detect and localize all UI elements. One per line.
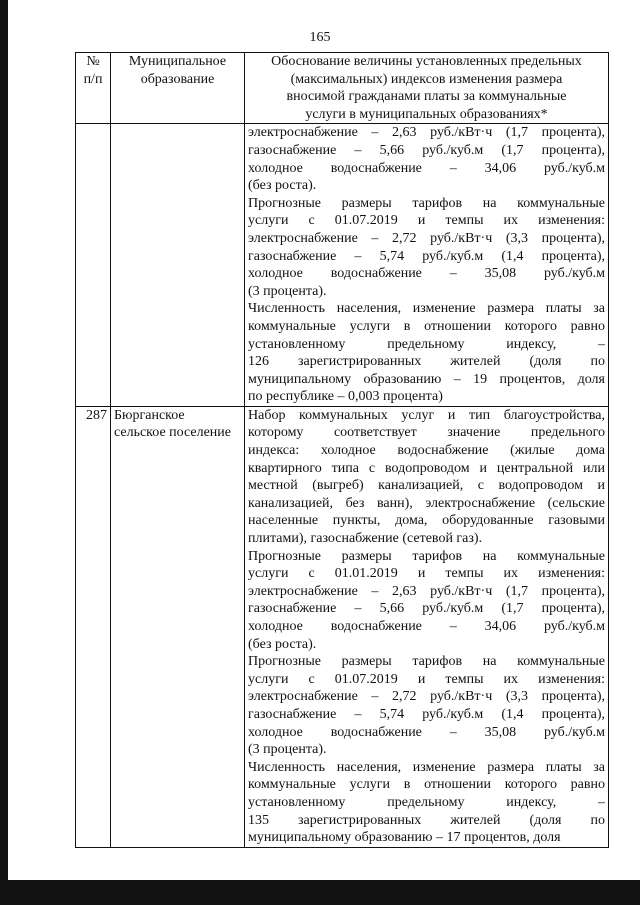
scan-edge-bottom [0,880,640,905]
header-basis-line: вносимой гражданами платы за коммунальные [286,89,567,105]
basis-text-line: (без роста). [248,178,317,194]
basis-text-line: холодное водоснабжение – 34,06 руб./куб.м [248,619,605,634]
basis-text-line: местной (выгреб) канализацией, с водопроводом и [248,478,605,494]
basis-text-line: электроснабжение – 2,72 руб./кВт·ч (3,3 процента), [248,689,605,705]
basis-text-line: холодное водоснабжение – 35,08 руб./куб.м [248,724,605,740]
header-basis-line: услуги в муниципальных образованиях* [305,106,548,122]
basis-text-line: газоснабжение – 5,66 руб./куб.м (1,7 процента), [248,142,605,158]
header-municipality-line: образование [140,71,215,87]
header-basis-line: (максимальных) индексов изменения размера [290,71,563,87]
basis-text-line: газоснабжение – 5,66 руб./куб.м (1,7 процента), [248,601,605,617]
basis-text-line: электроснабжение – 2,72 руб./кВт·ч (3,3 процента), [248,230,605,246]
basis-text-line: электроснабжение – 2,63 руб./кВт·ч (1,7 процента), [248,583,605,599]
row-basis [245,406,609,847]
basis-text-line: услуги с 01.07.2019 и темпы их изменения: [248,671,605,687]
basis-text-line: услуги с 01.01.2019 и темпы их изменения: [248,566,605,582]
scan-edge-left [0,0,8,880]
basis-text-line: Прогнозные размеры тарифов на коммунальные [248,548,605,564]
header-municipality [111,53,245,124]
header-number-line: № [86,54,100,69]
table-row [76,124,609,407]
basis-text-line: Численность населения, изменение размера платы за [248,759,605,775]
header-basis [245,53,609,124]
basis-text-line: коммунальные услуги в отношении которого равно [248,318,605,334]
header-number [76,53,111,124]
basis-text-line: муниципальному образованию – 19 процентов, доля [248,371,605,387]
row-municipality [111,406,245,847]
basis-text-line: Прогнозные размеры тарифов на коммунальные [248,195,605,211]
basis-text-line: по республике – 0,003 процента) [248,389,443,405]
basis-text-line: коммунальные услуги в отношении которого равно [248,777,605,793]
row-municipality [111,124,245,407]
basis-text-line: (3 процента). [248,283,327,299]
basis-text-line: Численность населения, изменение размера платы за [248,301,605,317]
table-header-row [76,53,609,124]
header-number-line: п/п [83,71,103,87]
basis-text-line: установленному предельному индексу, – [248,794,605,810]
basis-text-line: населенные пункты, дома, оборудованные газовыми [248,513,605,529]
basis-text-line: Прогнозные размеры тарифов на коммунальные [248,654,605,670]
basis-text-line: (без роста). [248,636,317,652]
basis-text-line: плитами), газоснабжение (сетевой газ). [248,531,483,547]
basis-text-line: канализацией, без ванн), электроснабжение (сельские [248,495,605,511]
basis-text-line: которому соответствует значение предельного [248,425,605,441]
page-number: 165 [309,30,331,45]
basis-text-line: электроснабжение – 2,63 руб./кВт·ч (1,7 процента), [248,125,605,141]
basis-text-line: квартирного типа с водопроводом и центральной или [248,460,605,476]
row-number: 287 [76,406,111,847]
municipality-line: Бюрганское [114,407,185,423]
basis-text-line: холодное водоснабжение – 35,08 руб./куб.м [248,266,605,282]
basis-text-line: муниципальному образованию – 17 процентов, доля [248,830,561,846]
tariff-table [75,52,609,848]
basis-text-line: Набор коммунальных услуг и тип благоустройства, [248,407,605,423]
basis-text-line: установленному предельному индексу, – [248,336,605,352]
header-municipality-line: Муниципальное [128,54,227,69]
basis-text-line: индекса: холодное водоснабжение (жилые дома [248,443,605,459]
basis-text-line: 135 зарегистрированных жителей (доля по [248,812,605,828]
table-row [76,406,609,847]
header-basis-line: Обоснование величины установленных предельных [271,54,582,69]
row-basis [245,124,609,407]
basis-text-line: (3 процента). [248,742,327,758]
row-number [76,124,111,407]
basis-text-line: услуги с 01.07.2019 и темпы их изменения: [248,213,605,229]
municipality-line: сельское поселение [114,425,231,441]
basis-text-line: холодное водоснабжение – 34,06 руб./куб.м [248,160,605,176]
basis-text-line: 126 зарегистрированных жителей (доля по [248,354,605,370]
basis-text-line: газоснабжение – 5,74 руб./куб.м (1,4 процента), [248,248,605,264]
basis-text-line: газоснабжение – 5,74 руб./куб.м (1,4 процента), [248,706,605,722]
